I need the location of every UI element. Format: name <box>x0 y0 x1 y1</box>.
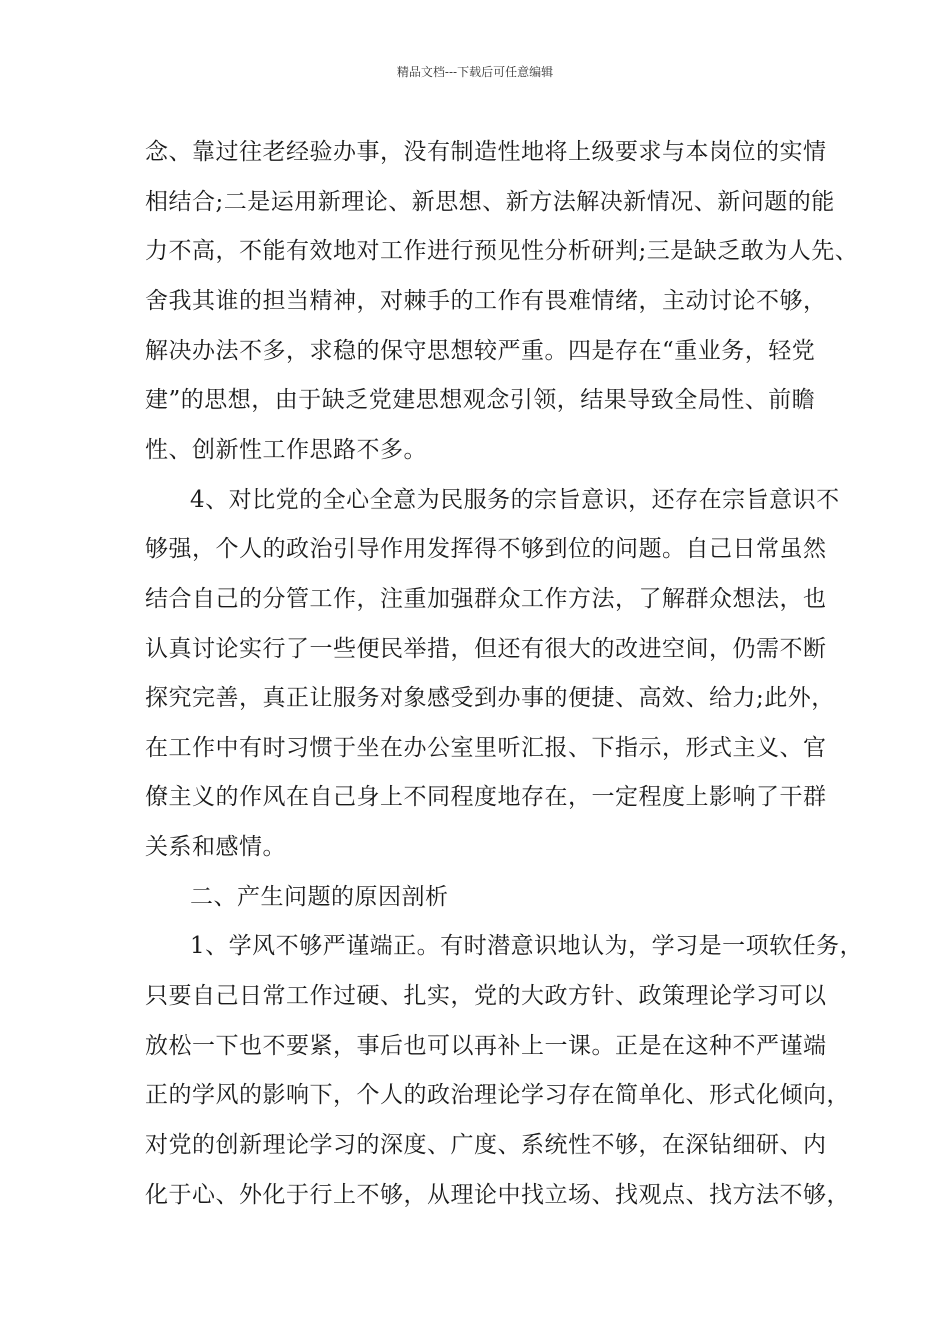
paragraph-start-line: 1、学风不够严谨端正。有时潜意识地认为，学习是一项软任务， <box>190 933 864 959</box>
body-line: 化于心、外化于行上不够，从理论中找立场、找观点、找方法不够， <box>145 1182 850 1208</box>
page-header: 精品文档---下载后可任意编辑 <box>396 65 554 79</box>
section-heading: 二、产生问题的原因剖析 <box>190 884 449 910</box>
body-line: 够强，个人的政治引导作用发挥得不够到位的问题。自己日常虽然 <box>145 536 827 562</box>
paragraph-start-line: 4、对比党的全心全意为民服务的宗旨意识，还存在宗旨意识不 <box>190 487 840 513</box>
body-line: 相结合;二是运用新理论、新思想、新方法解决新情况、新问题的能 <box>145 189 835 215</box>
body-line: 只要自己日常工作过硬、扎实，党的大政方针、政策理论学习可以 <box>145 983 827 1009</box>
body-line: 僚主义的作风在自己身上不同程度地存在，一定程度上影响了干群 <box>145 784 827 810</box>
body-line: 放松一下也不要紧，事后也可以再补上一课。正是在这种不严谨端 <box>145 1033 827 1059</box>
body-line: 力不高，不能有效地对工作进行预见性分析研判;三是缺乏敢为人先、 <box>145 238 859 264</box>
body-line: 念、靠过往老经验办事，没有制造性地将上级要求与本岗位的实情 <box>145 139 827 165</box>
body-line: 结合自己的分管工作，注重加强群众工作方法，了解群众想法，也 <box>145 586 827 612</box>
body-line: 认真讨论实行了一些便民举措，但还有很大的改进空间，仍需不断 <box>145 636 827 662</box>
body-line: 探究完善，真正让服务对象感受到办事的便捷、高效、给力;此外， <box>145 685 835 711</box>
body-line: 舍我其谁的担当精神，对棘手的工作有畏难情绪，主动讨论不够， <box>145 288 827 314</box>
body-line: 正的学风的影响下，个人的政治理论学习存在简单化、形式化倾向， <box>145 1082 850 1108</box>
body-line: 在工作中有时习惯于坐在办公室里听汇报、下指示，形式主义、官 <box>145 735 827 761</box>
body-line: 建”的思想，由于缺乏党建思想观念引领，结果导致全局性、前瞻 <box>145 387 816 413</box>
body-line: 对党的创新理论学习的深度、广度、系统性不够，在深钻细研、内 <box>145 1132 827 1158</box>
body-line: 解决办法不多，求稳的保守思想较严重。四是存在“重业务，轻党 <box>145 338 816 364</box>
body-line: 性、创新性工作思路不多。 <box>145 437 427 463</box>
body-line: 关系和感情。 <box>145 834 286 860</box>
